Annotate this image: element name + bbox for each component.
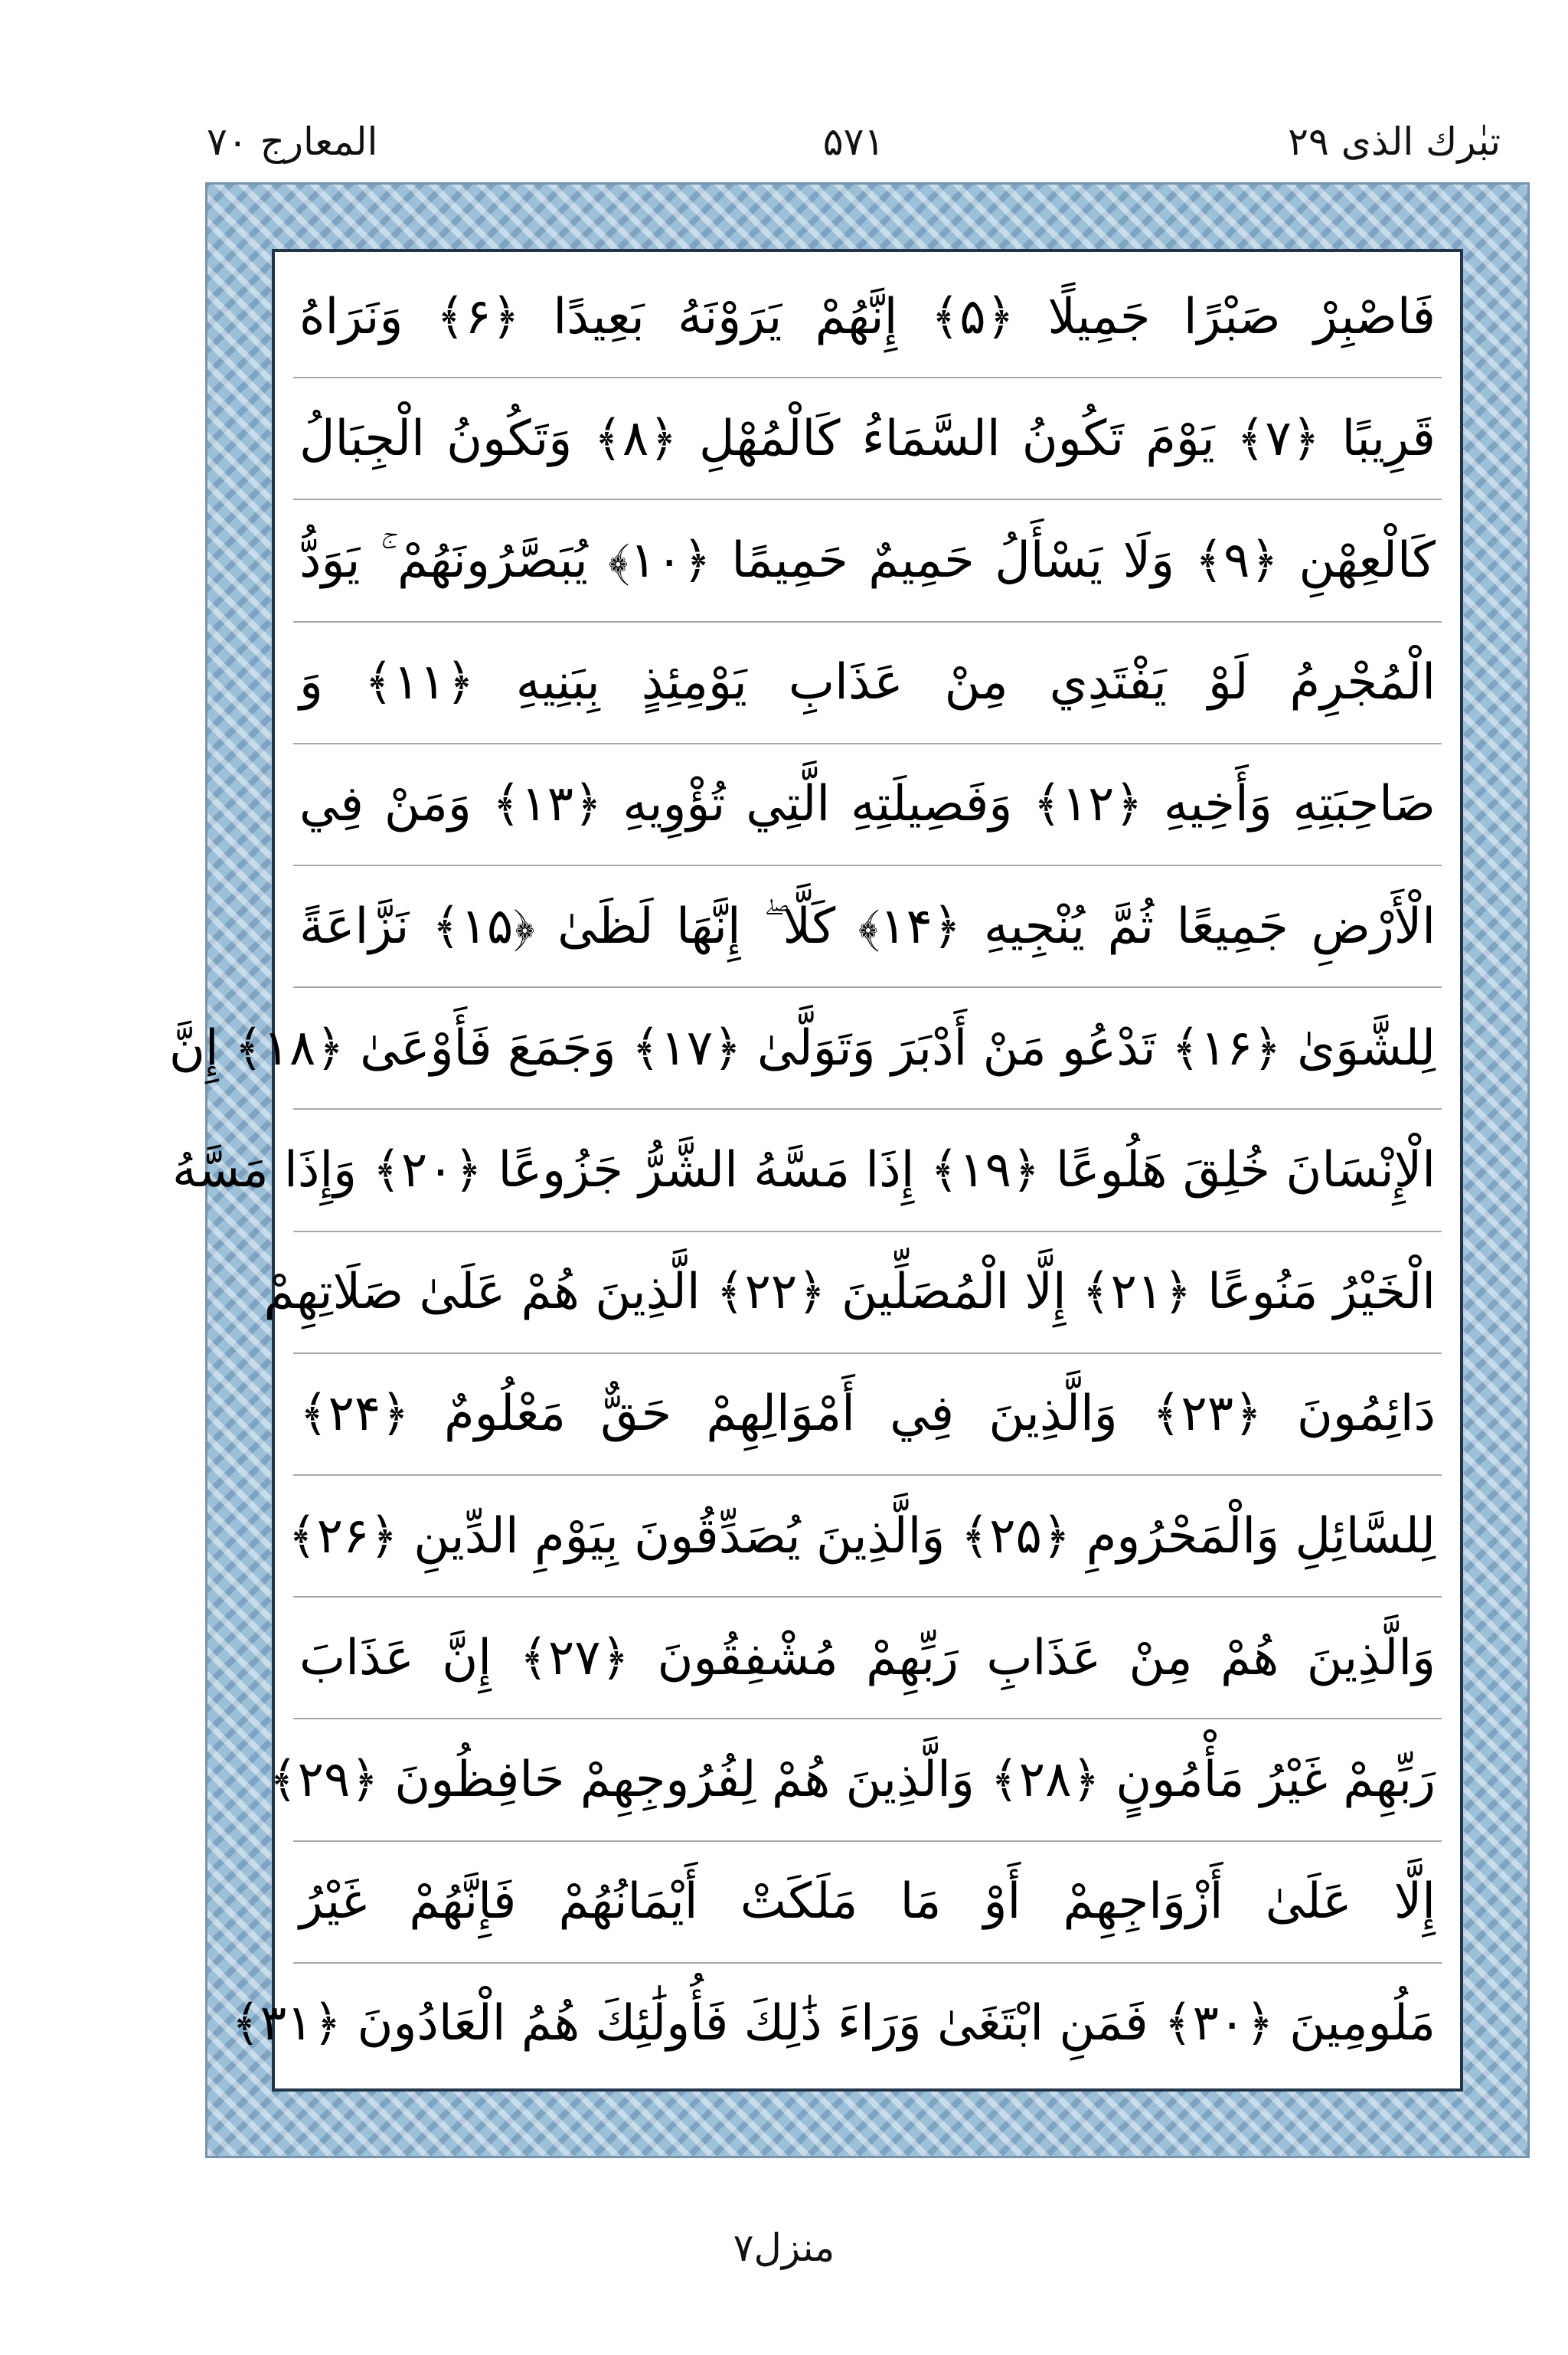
verse-line-1: فَاصْبِرْ صَبْرًا جَمِيلًا ﴿۵﴾ إِنَّهُمْ يَرَوْنَهُ بَعِيدًا ﴿۶﴾ وَنَرَاهُ <box>293 257 1442 378</box>
verse-line-11: لِلسَّائِلِ وَالْمَحْرُومِ ﴿۲۵﴾ وَالَّذِينَ يُصَدِّقُونَ بِيَوْمِ الدِّينِ ﴿۲۶﴾ <box>293 1476 1442 1598</box>
verse-line-4: الْمُجْرِمُ لَوْ يَفْتَدِي مِنْ عَذَابِ يَوْمِئِذٍ بِبَنِيهِ ﴿۱۱﴾ وَ <box>293 623 1442 744</box>
verse-line-3: كَالْعِهْنِ ﴿۹﴾ وَلَا يَسْأَلُ حَمِيمٌ حَمِيمًا ﴿۱۰﴾ يُبَصَّرُونَهُمْ ۚ يَوَدُّ <box>293 500 1442 622</box>
juz-title: تبٰرك الذى ۲۹ <box>1288 119 1501 164</box>
verse-line-14: إِلَّا عَلَىٰ أَزْوَاجِهِمْ أَوْ مَا مَلَكَتْ أَيْمَانُهُمْ فَإِنَّهُمْ غَيْرُ <box>293 1842 1442 1964</box>
verse-line-10: دَائِمُونَ ﴿۲۳﴾ وَالَّذِينَ فِي أَمْوَالِهِمْ حَقٌّ مَعْلُومٌ ﴿۲۴﴾ <box>293 1354 1442 1476</box>
verse-line-12: وَالَّذِينَ هُمْ مِنْ عَذَابِ رَبِّهِمْ مُشْفِقُونَ ﴿۲۷﴾ إِنَّ عَذَابَ <box>293 1598 1442 1719</box>
verse-line-7: لِلشَّوَىٰ ﴿۱۶﴾ تَدْعُو مَنْ أَدْبَرَ وَتَوَلَّىٰ ﴿۱۷﴾ وَجَمَعَ فَأَوْعَىٰ ﴿۱۸﴾ إِنَّ <box>293 988 1442 1110</box>
verse-line-13: رَبِّهِمْ غَيْرُ مَأْمُونٍ ﴿۲۸﴾ وَالَّذِينَ هُمْ لِفُرُوجِهِمْ حَافِظُونَ ﴿۲۹﴾ <box>293 1719 1442 1841</box>
text-panel <box>168 249 1463 2092</box>
verse-line-9: الْخَيْرُ مَنُوعًا ﴿۲۱﴾ إِلَّا الْمُصَلِّينَ ﴿۲۲﴾ الَّذِينَ هُمْ عَلَىٰ صَلَاتِهِمْ <box>293 1232 1442 1354</box>
page-number: ۵۷۱ <box>822 119 885 164</box>
surah-title: المعارج ۷۰ <box>207 119 378 164</box>
verse-lines <box>168 252 1460 2088</box>
verse-line-5: صَاحِبَتِهِ وَأَخِيهِ ﴿۱۲﴾ وَفَصِيلَتِهِ الَّتِي تُؤْوِيهِ ﴿۱۳﴾ وَمَنْ فِي <box>293 744 1442 866</box>
verse-line-8: الْإِنْسَانَ خُلِقَ هَلُوعًا ﴿۱۹﴾ إِذَا مَسَّهُ الشَّرُّ جَزُوعًا ﴿۲۰﴾ وَإِذَا مَسَّهُ <box>293 1110 1442 1231</box>
manzil-label: منزل۷ <box>733 2226 835 2270</box>
verse-line-2: قَرِيبًا ﴿۷﴾ يَوْمَ تَكُونُ السَّمَاءُ كَالْمُهْلِ ﴿۸﴾ وَتَكُونُ الْجِبَالُ <box>293 378 1442 500</box>
verse-line-6: الْأَرْضِ جَمِيعًا ثُمَّ يُنْجِيهِ ﴿۱۴﴾ كَلَّا ۖ إِنَّهَا لَظَىٰ ﴿۱۵﴾ نَزَّاعَةً <box>293 866 1442 988</box>
page-header <box>207 115 1501 176</box>
ornamental-border <box>168 182 1530 2158</box>
verse-line-15: مَلُومِينَ ﴿۳۰﴾ فَمَنِ ابْتَغَىٰ وَرَاءَ ذَٰلِكَ فَأُولَٰئِكَ هُمُ الْعَادُونَ ﴿۳۱﴾ <box>231 1995 1436 2052</box>
